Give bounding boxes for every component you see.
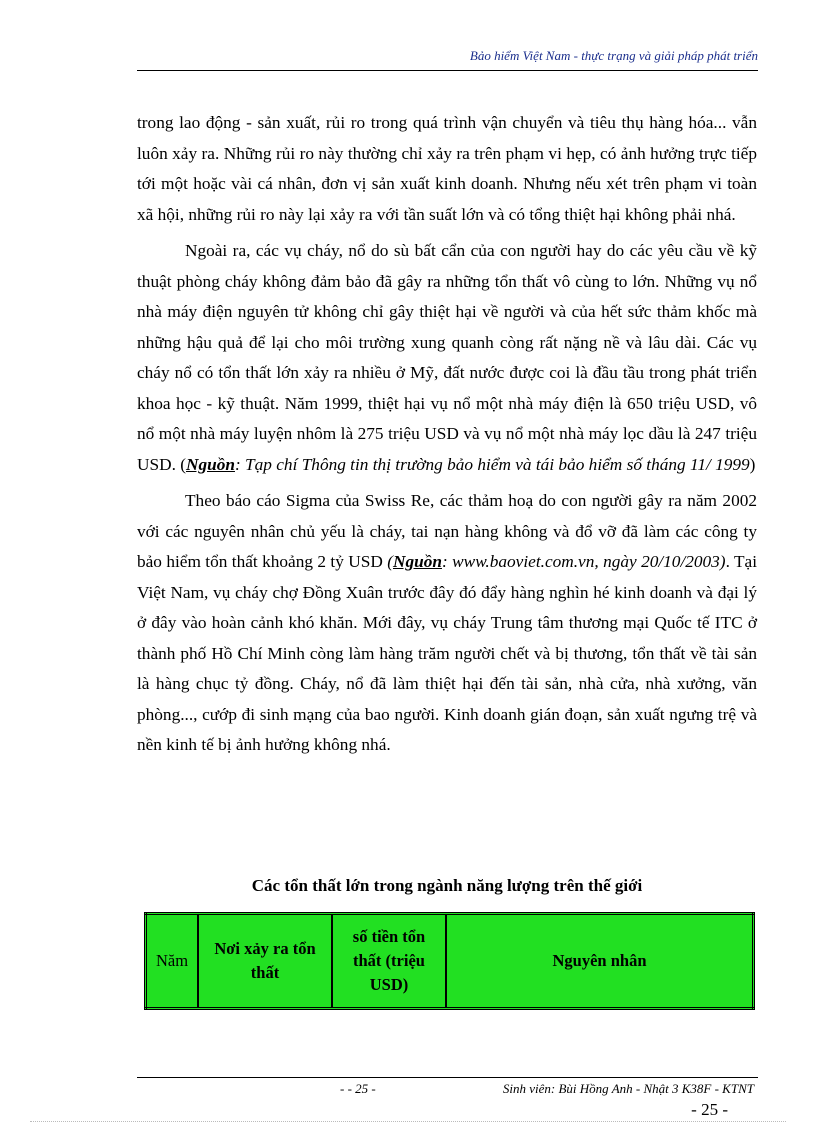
page-number: - 25 -: [691, 1100, 728, 1119]
table-header-row: [146, 914, 754, 1009]
paren-open: (: [387, 552, 393, 571]
running-header: Bảo hiểm Việt Nam - thực trạng và giải pháp phát triển: [469, 48, 758, 63]
column-header-cause: Nguyên nhân: [446, 914, 754, 1009]
paren-open: (: [175, 454, 186, 474]
page-break-line: [30, 1121, 786, 1122]
footer-rule: [137, 1077, 758, 1078]
column-header-location: Nơi xảy ra tổn thất: [198, 914, 332, 1009]
paragraph-1: trong lao động - sản xuất, rủi ro trong quá trình vận chuyển và tiêu thụ hàng hóa... vẫn luôn xảy ra. Những rủi ro này thường chỉ xảy ra trên phạm vi hẹp, có ảnh hưởng trực tiếp tới một hoặc vài cá nhân, đơn vị sản xuất kinh doanh. Nhưng nếu xét trên phạm vi toàn xã hội, những rủi ro này lại xảy ra với tần suất lớn và có tổng thiệt hại không phải nhá.: [137, 113, 757, 224]
header-rule: [137, 70, 758, 71]
footer-author: Sinh viên: Bùi Hồng Anh - Nhật 3 K38F - KTNT: [502, 1081, 754, 1096]
source-citation: : www.baoviet.com.vn, ngày 20/10/2003): [441, 552, 726, 571]
column-header-amount: số tiền tổn thất (triệu USD): [332, 914, 446, 1009]
paragraph-2-text: Ngoài ra, các vụ cháy, nổ do sù bất cẩn của con người hay do các yêu cầu về kỹ thuật phòng cháy không đảm bảo đã gây ra những tổn thất vô cùng to lớn. Những vụ nổ nhà máy điện nguyên tử không chỉ gây thiệt hại về người và của hết sức thảm khốc mà những hậu quả để lại cho môi trường xung quanh còng rất nặng nề và lâu dài. Các vụ cháy nổ có tổn thất lớn xảy ra nhiều ở Mỹ, đất nước được coi là đầu tầu trong phát triển khoa học - kỹ thuật. Năm 1999, thiệt hại vụ nổ một nhà máy điện là 650 triệu USD, vô nổ một nhà máy luyện nhôm là 275 triệu USD và vụ nổ một nhà máy lọc dầu là 247 triệu USD.: [137, 241, 757, 474]
paragraph-3-text: Theo báo cáo Sigma của Swiss Re, các thảm hoạ do con người gây ra năm 2002 với các nguyên nhân chủ yếu là cháy, tai nạn hàng không và đổ vỡ đã làm các công ty bảo hiểm tổn thất khoảng 2 tỷ USD: [137, 491, 757, 571]
paragraph-3-rest: . Tại Việt Nam, vụ cháy chợ Đồng Xuân trước đây đó đẩy hàng nghìn hé kinh doanh và đại lý ở đây vào hoàn cảnh khó khăn. Mới đây, vụ cháy Trung tâm thương mại Quốc tế ITC ở thành phố Hồ Chí Minh còng làm hàng trăm người chết và bị thương, tổn thất về tài sản là hàng chục tỷ đồng. Cháy, nổ đã làm thiệt hại đến tài sản, nhà cửa, nhà xưởng, văn phòng..., cướp đi sinh mạng của bao người. Kinh doanh gián đoạn, sản xuất ngưng trệ và nền kinh tế bị ảnh hưởng không nhá.: [137, 552, 757, 754]
body-text: [137, 108, 757, 761]
paren-close: ): [749, 454, 756, 474]
paragraph-3: [137, 486, 757, 761]
losses-table: [144, 912, 755, 1010]
table-title: Các tổn thất lớn trong ngành năng lượng trên thế giới: [251, 876, 643, 895]
paragraph-2: [137, 236, 757, 480]
source-label: Nguồn: [393, 552, 442, 571]
column-header-year: Năm: [146, 914, 199, 1009]
footer-page-label: - - 25 -: [340, 1081, 376, 1096]
source-citation: : Tạp chí Thông tin thị trường bảo hiểm và tái bảo hiểm số tháng 11/ 1999: [234, 454, 750, 474]
source-label: Nguồn: [185, 454, 235, 474]
